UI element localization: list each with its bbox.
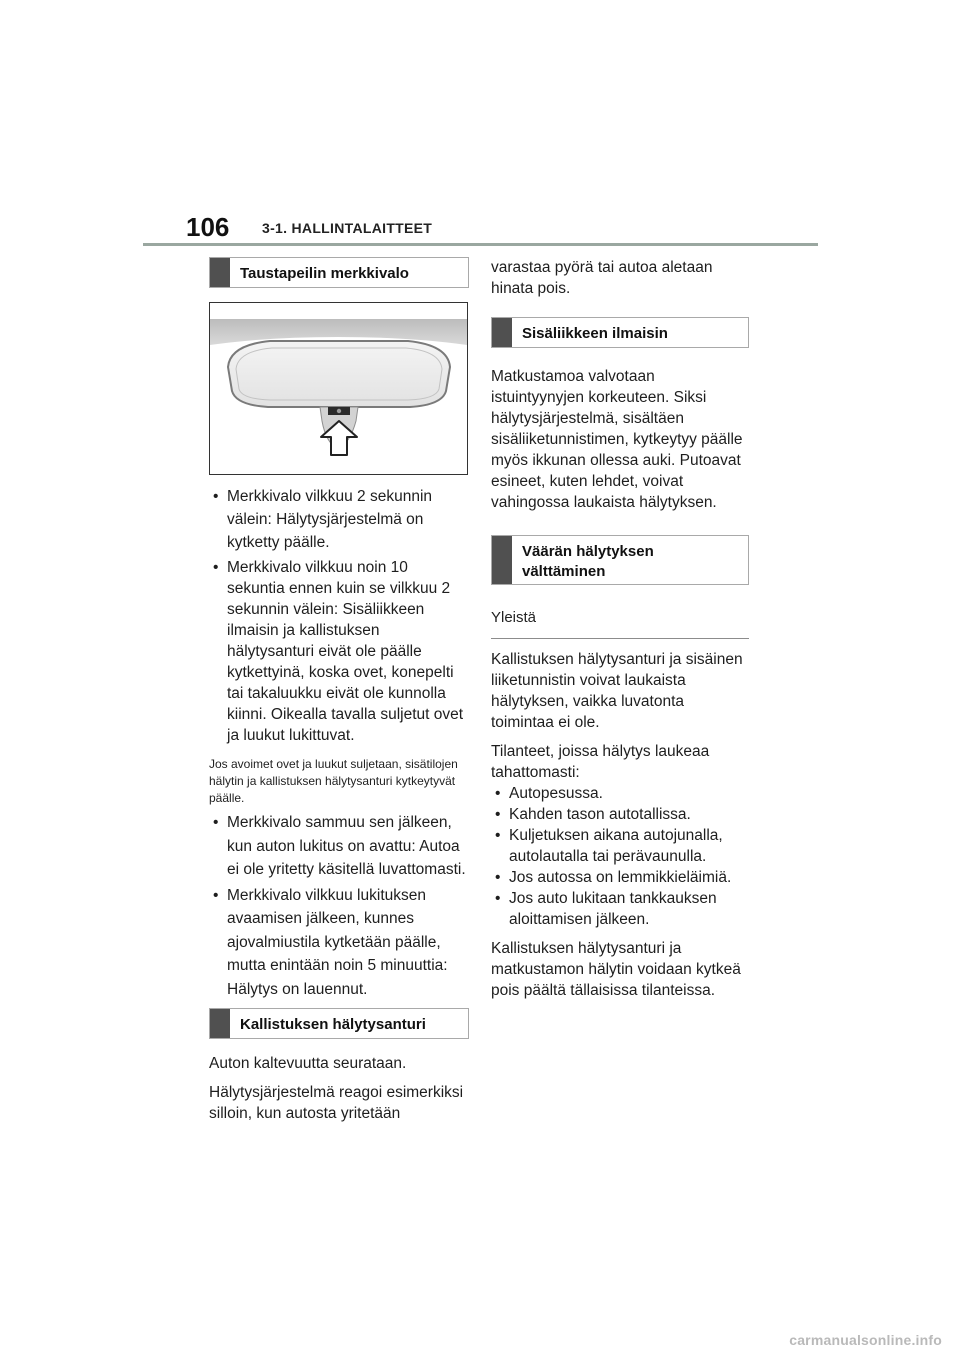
section-heading-sisaliikkeen	[491, 317, 749, 348]
list-item: • Kahden tason autotallissa.	[491, 804, 749, 825]
list-item: • Merkkivalo vilkkuu lukituksen avaamisen jälkeen, kunnes ajovalmiustila kytketään päälle, mutta enintään noin 5 minuuttia: Hälytys on lauennut.	[209, 884, 469, 1002]
list-item: • Jos autossa on lemmikkieläimiä.	[491, 867, 749, 888]
list-item: • Autopesussa.	[491, 783, 749, 804]
list-item: • Kuljetuksen aikana autojunalla, autolautalla tai perävaunulla.	[491, 825, 749, 867]
paragraph: Auton kaltevuutta seurataan.	[209, 1055, 407, 1072]
section-heading-kallistuksen	[209, 1008, 469, 1039]
paragraph: varastaa pyörä tai autoa aletaan hinata pois.	[491, 259, 713, 297]
left-column	[209, 257, 469, 1001]
watermark: carmanualsonline.info	[789, 1332, 942, 1348]
right-column	[491, 257, 749, 1001]
indicator-bullets-2	[209, 811, 469, 1001]
paragraph: Kallistuksen hälytysanturi ja matkustamon hälytin voidaan kytkeä pois päältä tällaisissa tilanteissa.	[491, 940, 741, 999]
heading-bar	[210, 258, 230, 287]
list-item: • Merkkivalo sammuu sen jälkeen, kun auton lukitus on avattu: Autoa ei ole yritetty käsitellä luvattomasti.	[209, 811, 469, 882]
section-heading-text: Väärän hälytyksen välttäminen	[522, 543, 654, 580]
heading-bar	[492, 318, 512, 347]
paragraph: Matkustamoa valvotaan istuintyynyjen korkeuteen. Siksi hälytysjärjestelmä, sisältäen sisäliiketunnistimen, kytkeytyy päälle myös ikkunan ollessa auki. Putoavat esineet, kuten lehdet, voivat vahingossa laukaista hälytyksen.	[491, 368, 743, 511]
left-column-lower	[209, 1008, 469, 1124]
paragraph: Hälytysjärjestelmä reagoi esimerkiksi silloin, kun autosta yritetään	[209, 1084, 464, 1122]
list-item: • Merkkivalo vilkkuu noin 10 sekuntia ennen kuin se vilkkuu 2 sekunnin välein: Sisäliikkeen ilmaisin ja kallistuksen hälytysanturi eivät ole päälle kytkettyinä, koska ovet, konepelti tai takaluukku eivät ole kunnolla kiinni. Oikealla tavalla suljetut ovet ja luukut lukittuvat.	[209, 557, 469, 746]
section-heading-text: Sisäliikkeen ilmaisin	[522, 325, 668, 342]
false-alarm-bullets	[491, 783, 749, 930]
header-divider	[143, 243, 818, 246]
section-heading-text: Taustapeilin merkkivalo	[240, 265, 409, 282]
paragraph: Kallistuksen hälytysanturi ja sisäinen liiketunnistin voivat laukaista hälytyksen, vaikka luvatonta toimintaa ei ole.	[491, 651, 743, 731]
section-heading-vaaran	[491, 535, 749, 585]
section-heading-taustapeilin	[209, 257, 469, 288]
list-item: • Merkkivalo vilkkuu 2 sekunnin välein: Hälytysjärjestelmä on kytketty päälle.	[209, 485, 469, 554]
subheading-yleista: Yleistä	[491, 599, 749, 639]
section-heading-text: Kallistuksen hälytysanturi	[240, 1016, 426, 1033]
note-text: Jos avoimet ovet ja luukut suljetaan, sisätilojen hälytin ja kallistuksen hälytysanturi kytkeytyvät päälle.	[209, 757, 458, 805]
list-item: • Jos auto lukitaan tankkauksen aloittamisen jälkeen.	[491, 888, 749, 930]
paragraph: Tilanteet, joissa hälytys laukeaa tahattomasti:	[491, 743, 710, 781]
heading-bar	[492, 536, 512, 584]
indicator-bullets	[209, 485, 469, 746]
heading-bar	[210, 1009, 230, 1038]
chapter-title: 3-1. HALLINTALAITTEET	[262, 220, 433, 236]
rear-view-mirror-illustration	[210, 303, 467, 474]
mirror-figure	[209, 302, 468, 475]
page-number: 106	[186, 212, 230, 242]
